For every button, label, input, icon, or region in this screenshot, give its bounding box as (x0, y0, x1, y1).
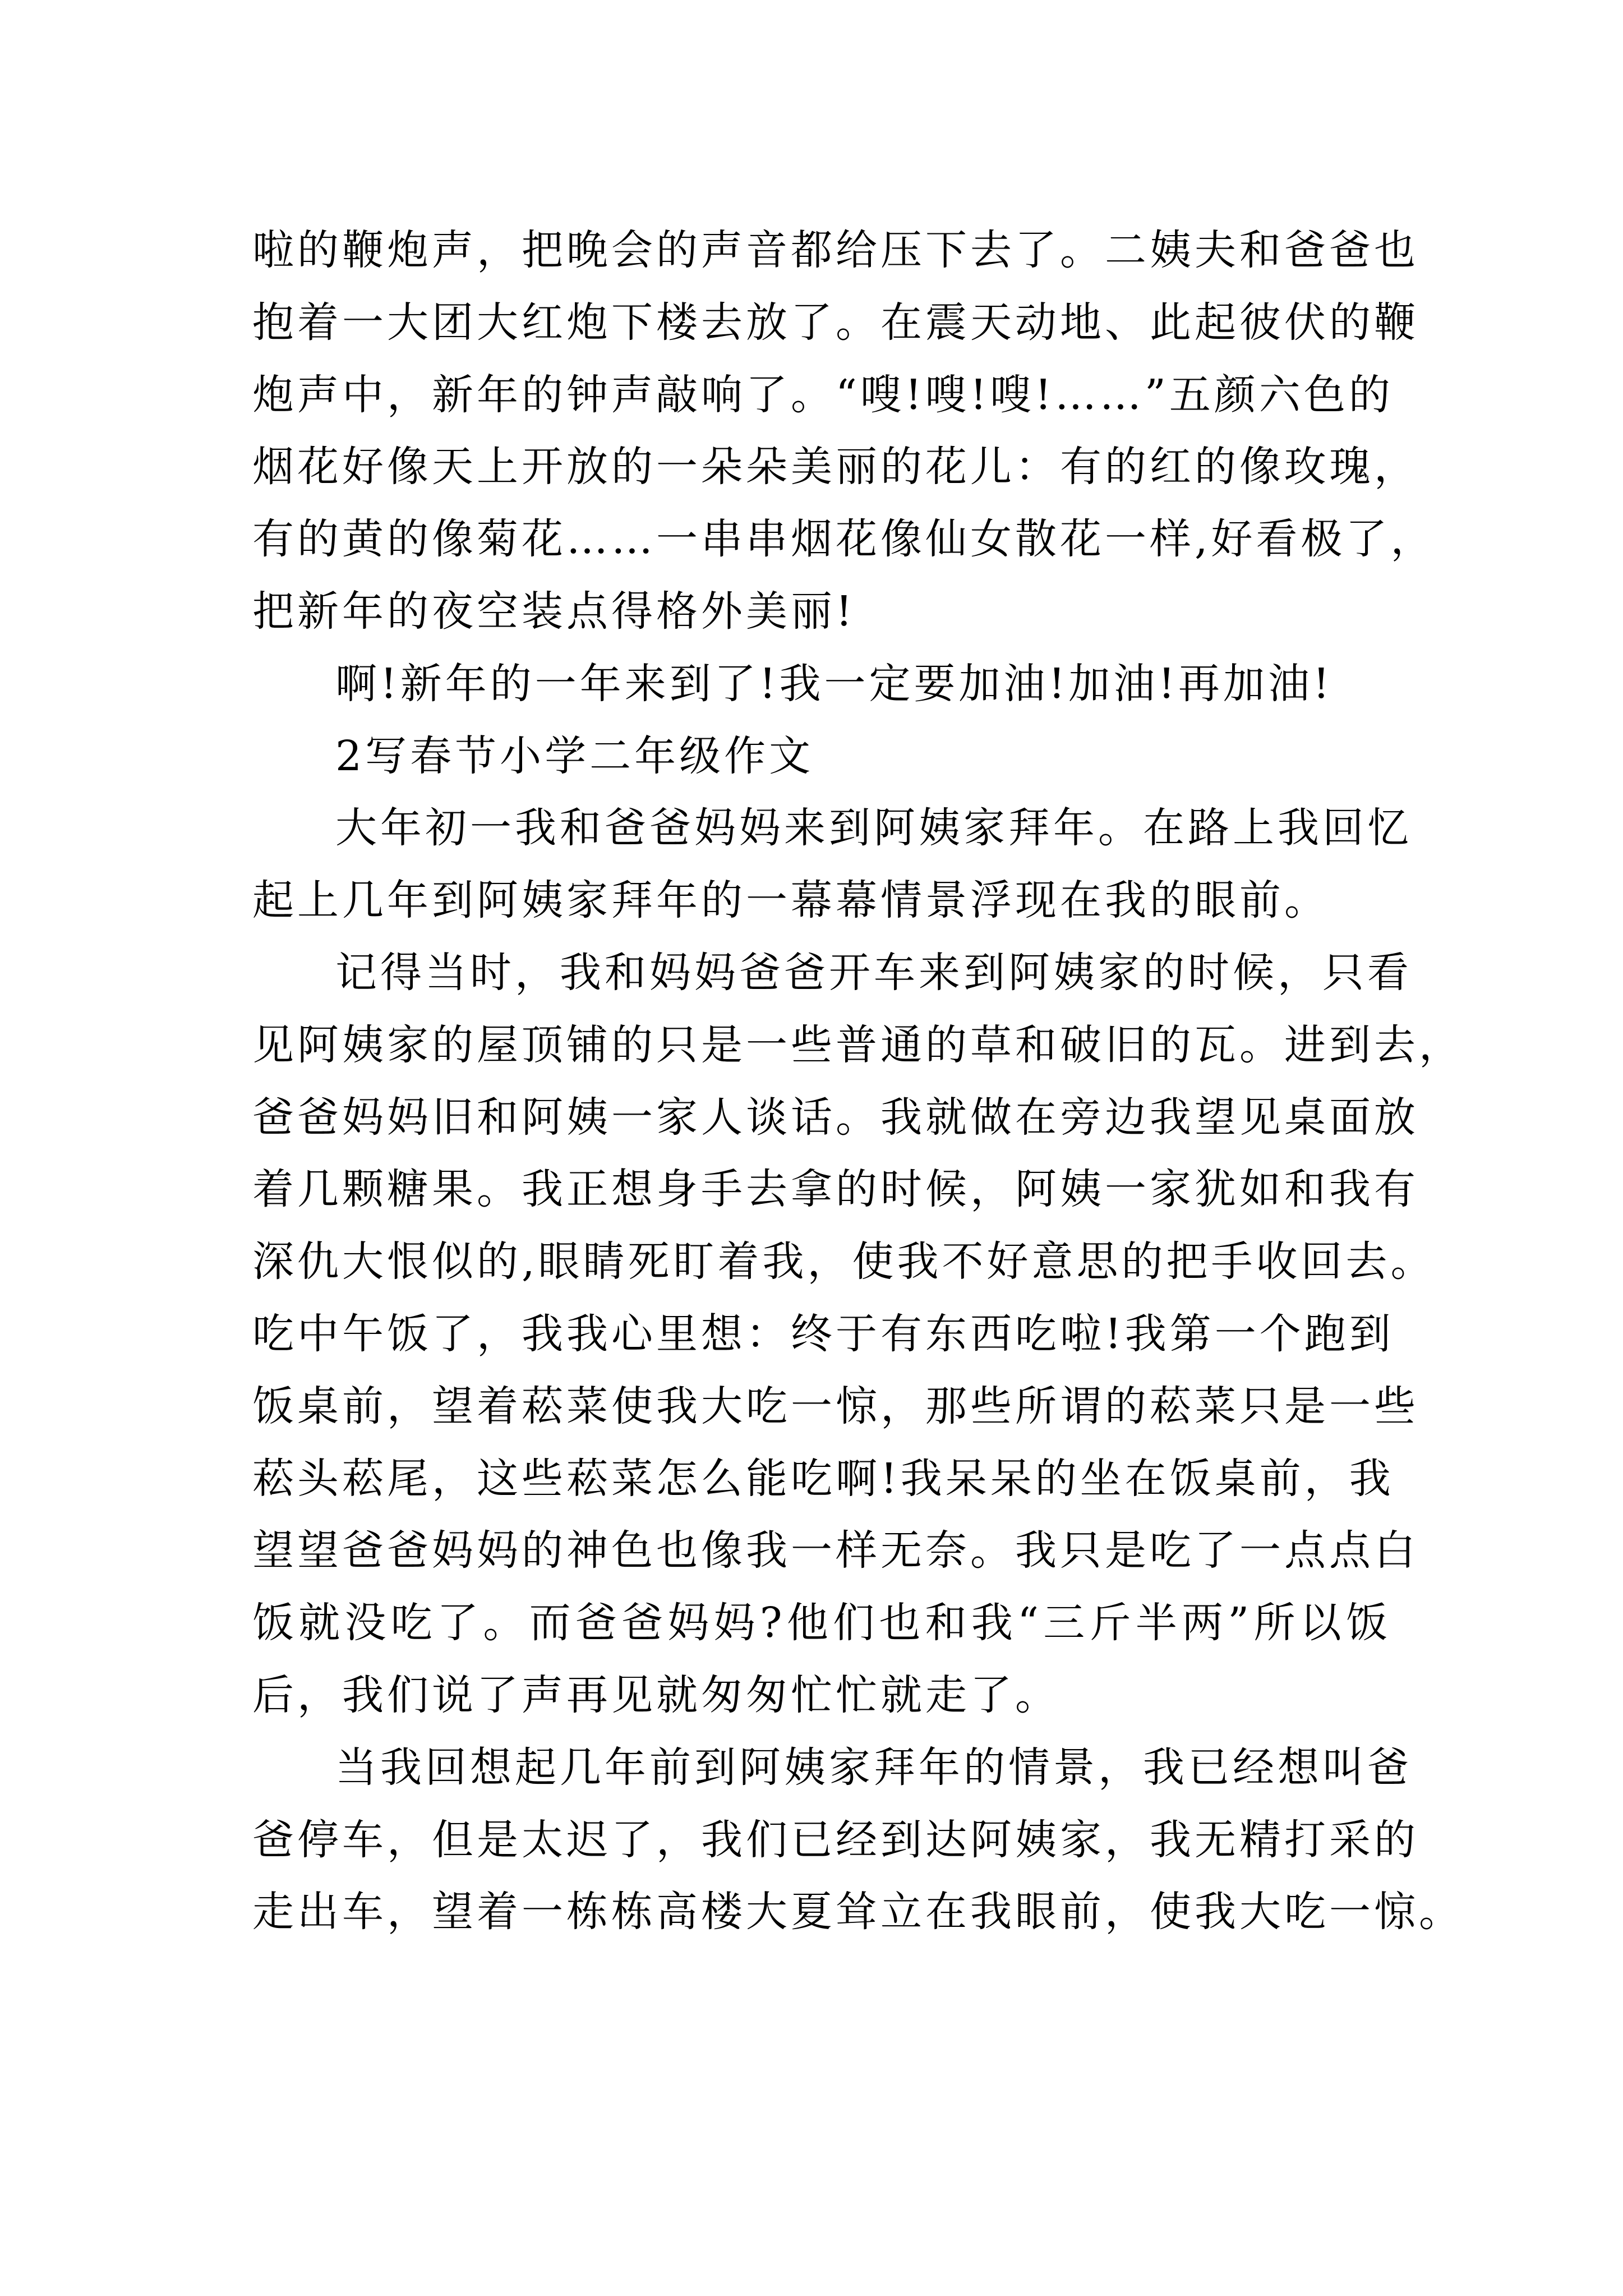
text-line: 当我回想起几年前到阿姨家拜年的情景，我已经想叫爸 (335, 1743, 1412, 1792)
text-line: 着几颗糖果。我正想身手去拿的时候，阿姨一家犹如和我有 (252, 1165, 1419, 1214)
text-line: 深仇大恨似的,眼睛死盯着我，使我不好意思的把手收回去。 (252, 1237, 1436, 1286)
text-line: 后，我们说了声再见就匆匆忙忙就走了。 (252, 1671, 1060, 1719)
text-line: 走出车，望着一栋栋高楼大夏耸立在我眼前，使我大吃一惊。 (252, 1888, 1464, 1936)
text-line: 起上几年到阿姨家拜年的一幕幕情景浮现在我的眼前。 (252, 876, 1329, 925)
text-line: 记得当时，我和妈妈爸爸开车来到阿姨家的时候，只看 (335, 948, 1412, 997)
text-line: 爸停车，但是太迟了，我们已经到达阿姨家，我无精打采的 (252, 1815, 1419, 1864)
section-heading: 2写春节小学二年级作文 (335, 731, 814, 780)
text-line: 吃中午饭了，我我心里想：终于有东西吃啦!我第一个跑到 (252, 1309, 1394, 1358)
text-line: 有的黄的像菊花……一串串烟花像仙女散花一样,好看极了， (252, 515, 1436, 564)
text-line: 望望爸爸妈妈的神色也像我一样无奈。我只是吃了一点点白 (252, 1526, 1419, 1575)
document-body (252, 214, 1464, 1948)
text-line: 见阿姨家的屋顶铺的只是一些普通的草和破旧的瓦。进到去， (252, 1020, 1464, 1069)
text-line: 啦的鞭炮声，把晚会的声音都给压下去了。二姨夫和爸爸也 (252, 226, 1419, 274)
text-line: 大年初一我和爸爸妈妈来到阿姨家拜年。在路上我回忆 (335, 804, 1412, 853)
text-line: 炮声中，新年的钟声敲响了。“嗖!嗖!嗖!……”五颜六色的 (252, 370, 1394, 419)
text-line: 菘头菘尾，这些菘菜怎么能吃啊!我呆呆的坐在饭桌前，我 (252, 1454, 1394, 1503)
text-line: 啊!新年的一年来到了!我一定要加油!加油!再加油! (335, 659, 1333, 708)
text-line: 爸爸妈妈旧和阿姨一家人谈话。我就做在旁边我望见桌面放 (252, 1093, 1419, 1142)
text-line: 抱着一大团大红炮下楼去放了。在震天动地、此起彼伏的鞭 (252, 298, 1419, 347)
text-line: 饭桌前，望着菘菜使我大吃一惊，那些所谓的菘菜只是一些 (252, 1382, 1419, 1430)
text-line: 把新年的夜空装点得格外美丽! (252, 587, 856, 636)
text-line: 饭就没吃了。而爸爸妈妈?他们也和我“三斤半两”所以饭 (252, 1599, 1391, 1648)
text-line: 烟花好像天上开放的一朵朵美丽的花儿：有的红的像玫瑰， (252, 443, 1419, 491)
